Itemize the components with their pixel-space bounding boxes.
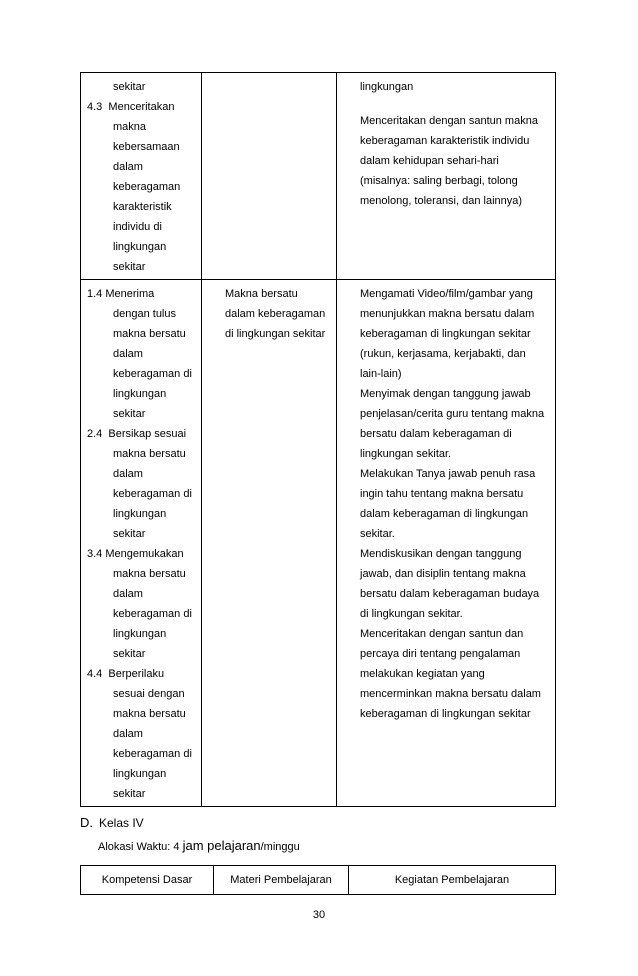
kd-item-first-line [87,424,197,444]
table-row [81,73,556,280]
bullet-line: Mengamati Video/film/gambar yang [360,288,533,300]
page-number: 30 [312,909,326,921]
bullet-line: jawab, dan disiplin tentang makna [360,568,526,580]
materi-bullet [208,284,332,344]
kegiatan-cell [337,280,556,807]
kd-number: 1.4 [87,288,103,300]
bullet-line: lain-lain) [360,368,402,380]
bullet-line: melakukan kegiatan yang [360,668,485,680]
kd-line: karakteristik [113,201,172,213]
kd-item-first-line [87,284,197,304]
bullet-line: Menceritakan dengan santun makna [360,115,538,127]
kd-line: Menerima [105,288,155,300]
bullet-icon [343,384,360,464]
kegiatan-bullet [343,464,551,544]
bullet-icon [343,464,360,544]
kd-continuation-line: sekitar [113,81,146,93]
bullet-line: dalam keberagaman di lingkungan [360,508,529,520]
bullet-line: mencerminkan makna bersatu dalam [360,688,541,700]
bullet-line: lingkungan sekitar. [360,448,452,460]
bullet-line: keberagaman di lingkungan sekitar [360,708,531,720]
kd-line: keberagaman [113,181,181,193]
kompetensi-dasar-cell [81,73,202,280]
kompetensi-dasar-cell [81,280,202,807]
alokasi-suffix: /minggu [260,841,300,853]
bullet-line: Melakukan Tanya jawab penuh rasa [360,468,536,480]
bullet-icon [343,111,360,211]
kd-line: dalam [113,468,143,480]
bullet-line: di lingkungan sekitar [225,328,326,340]
kd-line: makna bersatu [113,708,186,720]
kd-item-first-line [87,97,197,117]
section-letter: D. [80,815,93,830]
bullet-line: bersatu dalam keberagaman di [360,428,512,440]
kd-number: 4.3 [87,101,103,113]
bullet-line: sekitar. [360,528,395,540]
kegiatan-bullet [343,624,551,724]
alokasi-unit: jam pelajaran [182,838,261,853]
kd-item-4-4 [87,664,197,804]
kd-line: keberagaman di [113,368,192,380]
kd-line: makna [113,121,147,133]
kegiatan-bullet [343,111,551,211]
bullet-line: keberagaman di lingkungan sekitar [360,328,531,340]
kegiatan-bullet [343,544,551,624]
bullet-icon [343,624,360,724]
header-materi-pembelajaran: Materi Pembelajaran [214,866,349,895]
kd-line: sekitar [113,528,146,540]
header-kegiatan-pembelajaran: Kegiatan Pembelajaran [349,866,556,895]
kd-line: Mengemukakan [105,548,184,560]
bullet-line: dalam kehidupan sehari-hari [360,155,499,167]
kd-item-3-4 [87,544,197,664]
kd-item-1-4 [87,284,197,424]
kd-line: dengan tulus [113,308,176,320]
bullet-line: penjelasan/cerita guru tentang makna [360,408,545,420]
bullet-icon [208,284,225,344]
kd-line: sekitar [113,788,146,800]
bullet-line: di lingkungan sekitar. [360,608,463,620]
kd-line: lingkungan [113,508,167,520]
alokasi-prefix: Alokasi Waktu: 4 [98,841,180,853]
class-iv-table-header [80,865,556,895]
kd-line: makna bersatu [113,328,186,340]
kd-number: 4.4 [87,668,103,680]
bullet-line: (misalnya: saling berbagi, tolong [360,175,518,187]
kd-line: dalam [113,588,143,600]
kd-line: sekitar [113,261,146,273]
time-allocation [98,838,300,853]
bullet-line: Mendiskusikan dengan tanggung [360,548,522,560]
bullet-line: Makna bersatu [225,288,298,300]
bullet-line: dalam keberagaman [225,308,326,320]
materi-cell [202,280,337,807]
kd-line: makna bersatu [113,568,186,580]
kd-number: 3.4 [87,548,103,560]
section-title: Kelas IV [99,816,144,830]
bullet-line: percaya diri tentang pengalaman [360,648,521,660]
bullet-line: keberagaman karakteristik individu [360,135,530,147]
kegiatan-continuation-line: lingkungan [360,81,414,93]
kd-item-2-4 [87,424,197,544]
learning-table [80,72,556,807]
kegiatan-bullet [343,284,551,384]
bullet-icon [343,544,360,624]
table-row [81,280,556,807]
kd-line: individu di [113,221,162,233]
kd-line: makna bersatu [113,448,186,460]
kd-item-4-3 [87,97,197,277]
kd-line: Berperilaku [108,668,165,680]
kd-line: keberagaman di [113,488,192,500]
materi-cell [202,73,337,280]
table-header-row [81,866,556,895]
kegiatan-cell [337,73,556,280]
kd-line: lingkungan [113,628,167,640]
header-kompetensi-dasar: Kompetensi Dasar [81,866,214,895]
kd-item-first-line [87,664,197,684]
kd-line: dalam [113,161,143,173]
kd-line: kebersamaan [113,141,180,153]
kd-item-first-line [87,544,197,564]
bullet-line: bersatu dalam keberagaman budaya [360,588,540,600]
kegiatan-bullet [343,384,551,464]
kd-line: keberagaman di [113,608,192,620]
kd-line: sekitar [113,408,146,420]
bullet-line: ingin tahu tentang makna bersatu [360,488,524,500]
kd-number: 2.4 [87,428,103,440]
kd-line: sekitar [113,648,146,660]
kd-line: sesuai dengan [113,688,185,700]
kd-line: Bersikap sesuai [108,428,187,440]
bullet-line: (rukun, kerjasama, kerjabakti, dan [360,348,526,360]
bullet-line: menolong, toleransi, dan lainnya) [360,195,523,207]
section-heading [80,815,144,830]
kd-line: dalam [113,348,143,360]
bullet-line: menunjukkan makna bersatu dalam [360,308,535,320]
kd-line: lingkungan [113,768,167,780]
bullet-line: Menceritakan dengan santun dan [360,628,524,640]
kd-line: lingkungan [113,388,167,400]
kd-line: Menceritakan [108,101,175,113]
bullet-icon [343,284,360,384]
kd-line: dalam [113,728,143,740]
kd-line: lingkungan [113,241,167,253]
kd-line: keberagaman di [113,748,192,760]
bullet-line: Menyimak dengan tanggung jawab [360,388,531,400]
